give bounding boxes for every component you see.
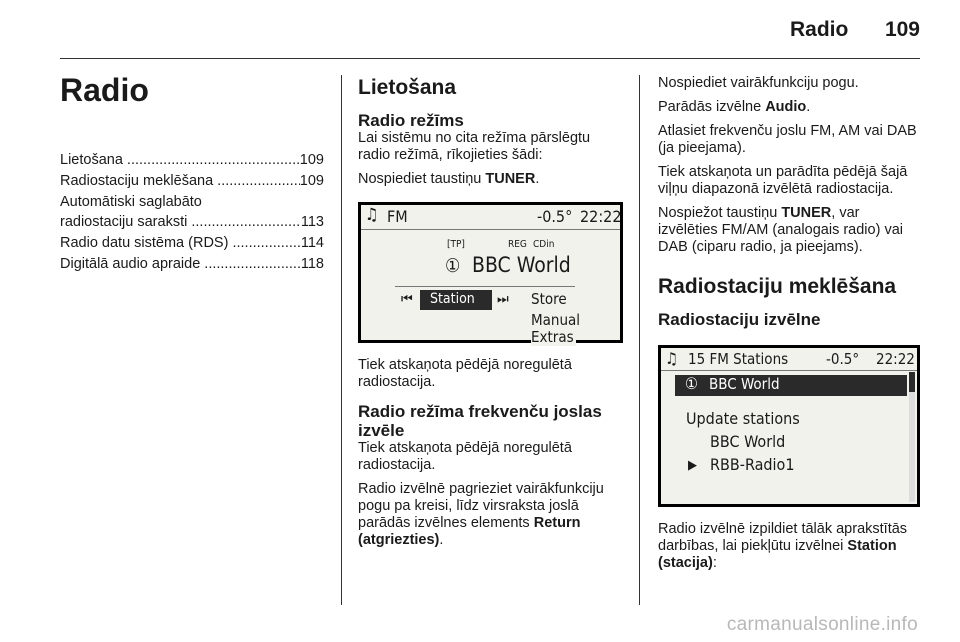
column-divider-1 (341, 75, 342, 605)
toc-page: 109 (299, 152, 324, 168)
text: . (439, 532, 444, 548)
column-2 (358, 75, 623, 556)
station-button-selected[interactable] (420, 290, 492, 310)
button-name: TUNER (781, 205, 832, 221)
radio-display-screenshot (358, 202, 623, 346)
menu-item-manual[interactable]: Manual (531, 311, 581, 329)
clock: 22:22 (580, 207, 622, 226)
menu-rule (395, 286, 575, 287)
text: . (535, 171, 540, 187)
section-heading: Radiostaciju meklēšana (658, 275, 897, 298)
paragraph: Nospiediet vairākfunkciju pogu. (658, 75, 859, 91)
display-area (661, 348, 917, 504)
menu-name: Audio (765, 99, 807, 115)
table-of-contents (60, 150, 324, 275)
toc-label: radiostaciju saraksti ..... (60, 212, 301, 232)
frequency-offset: -0.5° (826, 350, 860, 368)
preset-number: ① (685, 374, 698, 393)
menu-element-name: Return (atgriezties) (358, 515, 581, 548)
toc-entry[interactable] (60, 233, 324, 253)
band-label: FM (387, 207, 408, 226)
paragraph: Tiek atskaņota un parādīta pēdējā šajā viļņu diapazonā izvēlētā radiostacija. (658, 164, 908, 197)
paragraph (358, 171, 623, 188)
text: Nospiediet taustiņu (358, 171, 486, 187)
toc-page: 113 (300, 214, 324, 230)
title-rule (661, 370, 917, 371)
text: , var izvēlēties FM/AM (analogais radio) vai DAB (ciparu radio, ja pieejams). (658, 205, 903, 255)
tp-indicator: [TP] (447, 239, 465, 250)
toc-label: Radio datu sistēma (RDS) ..... (60, 233, 301, 253)
preset-number: ① (445, 255, 461, 277)
station-list-item[interactable]: BBC World (710, 432, 786, 451)
menu-title: 15 FM Stations (688, 350, 789, 368)
toc-label-line1: Automātiski saglabāto (60, 194, 202, 210)
toc-page: 109 (299, 173, 324, 189)
skip-back-icon[interactable]: ⏮ (401, 292, 413, 307)
toc-label: Lietošana ..... (60, 150, 300, 170)
subsection-heading: Radio režīms (358, 111, 464, 130)
toc-entry[interactable] (60, 171, 324, 191)
paragraph: Tiek atskaņota pēdējā noregulētā radiostacija. (358, 357, 572, 390)
subsection-heading: Radiostaciju izvēlne (658, 310, 821, 329)
paragraph (658, 521, 923, 572)
paragraph (658, 99, 923, 116)
text: Radio izvēlnē pagrieziet vairākfunkciju pogu pa kreisi, līdz virsraksta joslā parādās izvēlnes elements (358, 481, 604, 531)
menu-item-store[interactable]: Store (531, 290, 567, 308)
text: : (712, 555, 717, 571)
toc-page: 114 (300, 235, 324, 251)
paragraph: Tiek atskaņota pēdējā noregulētā radiostacija. (358, 440, 572, 473)
watermark: carmanualsonline.info (726, 614, 918, 635)
display-area (361, 205, 620, 340)
menu-name: Station (stacija) (658, 538, 897, 571)
paragraph (358, 481, 623, 549)
toc-entry[interactable] (60, 150, 324, 170)
scrollbar[interactable] (909, 372, 915, 502)
frequency-offset: -0.5° (537, 207, 573, 226)
scrollbar-thumb[interactable] (909, 372, 915, 392)
toc-page: 118 (300, 256, 324, 272)
music-note-icon: ♫ (365, 205, 379, 225)
selected-station-name: BBC World (709, 375, 780, 393)
selected-station-row[interactable] (675, 375, 907, 396)
button-name: TUNER (485, 171, 536, 187)
reg-indicator: REG (508, 239, 527, 250)
cdin-indicator: CDin (533, 239, 555, 250)
header-rule (60, 58, 920, 59)
toc-label: Digitālā audio apraide ..... (60, 254, 301, 274)
menu-item-extras-label[interactable]: Extras (531, 328, 574, 346)
paragraph (658, 205, 923, 256)
text: Nospiežot taustiņu (658, 205, 782, 221)
station-button-label: Station (430, 291, 475, 307)
text: Parādās izvēlne (658, 99, 766, 115)
toc-entry[interactable] (60, 192, 324, 232)
toc-label: Radiostaciju meklēšana ..... (60, 171, 300, 191)
play-arrow-icon: ▶ (688, 458, 697, 473)
paragraph: Atlasiet frekvenču joslu FM, AM vai DAB (ja pieejama). (658, 123, 917, 156)
text: . (806, 99, 811, 115)
station-menu-screenshot (658, 345, 920, 507)
title-rule (361, 229, 620, 230)
subsection-heading: Radio režīma frekvenču joslas izvēle (358, 402, 602, 440)
chapter-title: Radio (60, 72, 149, 108)
toc-entry[interactable] (60, 254, 324, 274)
section-heading: Lietošana (358, 76, 457, 99)
text: Radio izvēlnē izpildiet tālāk aprakstītās darbības, lai piekļūtu izvēlnei (658, 521, 908, 554)
column-3 (658, 75, 923, 579)
page-number: 109 (884, 18, 920, 41)
station-list-item[interactable]: RBB-Radio1 (710, 455, 795, 474)
paragraph: Lai sistēmu no cita režīma pārslēgtu radio režīmā, rīkojieties šādi: (358, 130, 591, 163)
running-header-section: Radio (790, 18, 849, 41)
column-divider-2 (639, 75, 640, 605)
skip-forward-icon[interactable]: ⏭ (497, 292, 509, 307)
update-stations-item[interactable]: Update stations (686, 409, 800, 428)
station-name: BBC World (472, 253, 571, 277)
clock: 22:22 (876, 350, 915, 368)
music-note-icon: ♫ (665, 349, 678, 368)
